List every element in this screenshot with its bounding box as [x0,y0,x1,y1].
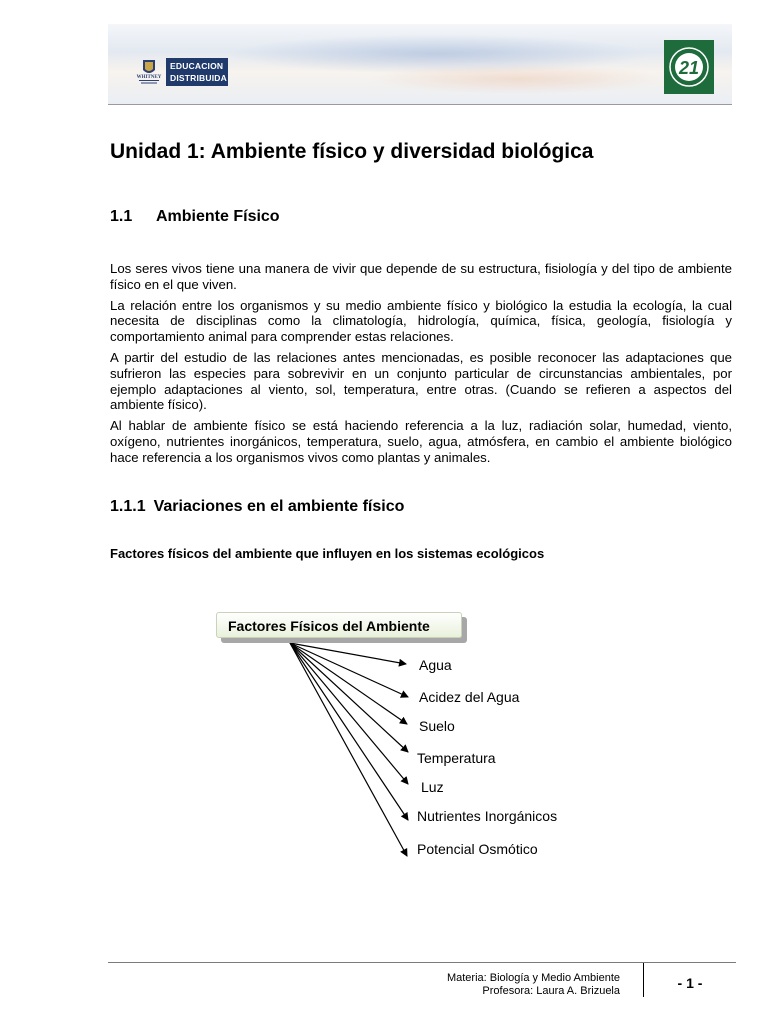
arrow-agua [290,643,406,664]
factor-nutrientes-inorganicos: Nutrientes Inorgánicos [417,808,558,824]
factor-potencial-osmotico: Potencial Osmótico [417,841,538,857]
paragraph: Los seres vivos tiene una manera de vivir que depende de su estructura, fisiología y del tipo de ambiente físico en el que viven. [110,261,732,292]
page-number: - 1 - [677,975,703,991]
section-title: Ambiente Físico [156,208,280,225]
ue21-logo-number: 21 [678,58,700,78]
factor-luz: Luz [421,779,444,795]
subsection-title: Variaciones en el ambiente físico [153,498,405,515]
factor-temperatura: Temperatura [417,750,496,766]
whitney-logo-text: WHITNEY [136,75,162,80]
factor-suelo: Suelo [419,718,455,734]
footer-divider [108,962,736,963]
factor-acidez-del-agua: Acidez del Agua [419,689,520,705]
factor-agua: Agua [419,657,452,673]
arrow-potencial [290,643,407,856]
diagram-root-node: Factores Físicos del Ambiente [216,612,462,638]
footer-profesora: Profesora: Laura A. Brizuela [482,985,620,997]
arrow-suelo [290,643,407,724]
arrow-luz [290,643,408,784]
subsection-number: 1.1.1 [110,498,146,515]
logo-line-2: DISTRIBUIDA [170,73,227,83]
arrow-temperatura [290,643,408,752]
page-title: Unidad 1: Ambiente físico y diversidad biológica [110,140,594,163]
logo-line-1: EDUCACION [170,61,224,71]
diagram-caption: Factores físicos del ambiente que influyen en los sistemas ecológicos [110,546,545,561]
footer-vertical-divider [643,963,644,997]
paragraph: La relación entre los organismos y su medio ambiente físico y biológico la estudia la ecología, la cual necesita de disciplinas como la climatología, hidrología, química, física, geología, fisiología y comportamiento animal para comprender estas relaciones. [110,297,732,345]
paragraph: A partir del estudio de las relaciones antes mencionadas, es posible reconocer las adaptaciones que sufrieron las especies para sobrevivir en un conjunto particular de circunstancias ambientales, por ejemplo adaptaciones al viento, sol, temperatura, entre otras. (Cuando se refieren a aspectos del ambiente físico). [110,349,732,413]
paragraph: Al hablar de ambiente físico se está haciendo referencia a la luz, radiación solar, humedad, viento, oxígeno, nutrientes inorgánicos, temperatura, suelo, agua, atmósfera, en cambio el ambiente biológico hace referencia a los organismos vivos como plantas y animales. [110,418,732,465]
section-number: 1.1 [110,208,133,225]
footer-info [380,972,620,998]
footer-materia: Materia: Biología y Medio Ambiente [446,972,620,984]
